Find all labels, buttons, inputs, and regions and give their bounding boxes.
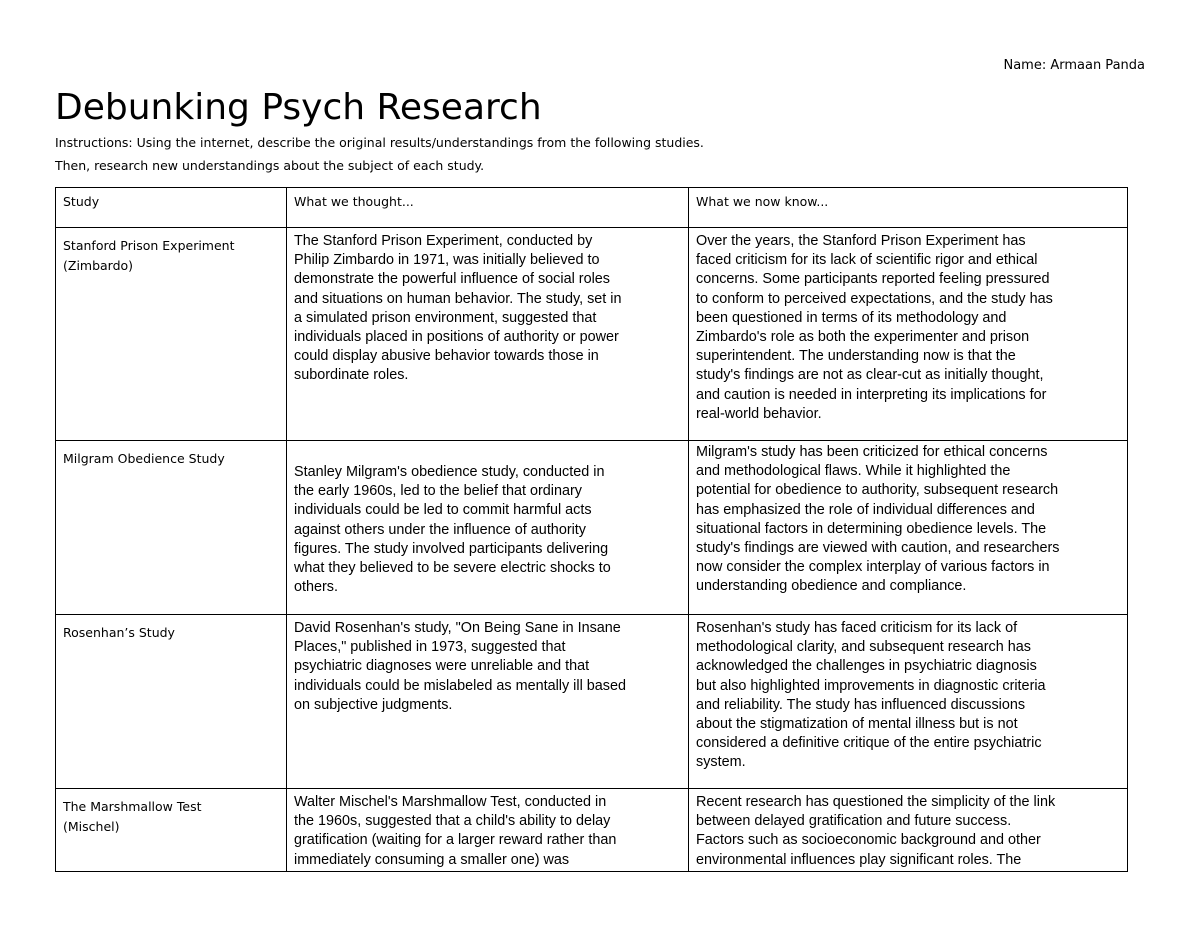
- table-row: [56, 615, 1128, 789]
- text-line: potential for obedience to authority, subsequent research: [696, 482, 1059, 499]
- table-row: [56, 441, 1128, 615]
- header-cell-now: [689, 188, 1128, 228]
- text-line: and reliability. The study has influenced discussions: [696, 696, 1026, 713]
- thought-text: [287, 789, 688, 870]
- text-line: considered a definitive critique of the entire psychiatric: [696, 735, 1042, 752]
- thought-cell: [287, 228, 689, 441]
- text-line: Zimbardo's role as both the experimenter and prison: [696, 329, 1030, 346]
- text-line: individuals placed in positions of authority or power: [294, 329, 619, 346]
- now-cell: [689, 441, 1128, 615]
- text-line: study's findings are viewed with caution, and researchers: [696, 540, 1060, 557]
- text-line: Walter Mischel's Marshmallow Test, conducted in: [294, 794, 607, 810]
- text-line: environmental influences play significant roles. The: [696, 851, 1022, 868]
- text-line: acknowledged the challenges in psychiatric diagnosis: [696, 658, 1037, 675]
- thought-cell: [287, 441, 689, 615]
- text-line: to conform to perceived expectations, and the study has: [696, 290, 1053, 307]
- text-line: study's findings are not as clear-cut as initially thought,: [696, 367, 1044, 384]
- text-line: the 1960s, suggested that a child's ability to delay: [294, 813, 611, 830]
- text-line: system.: [696, 754, 746, 771]
- study-cell: [56, 789, 287, 872]
- thought-cell: [287, 789, 689, 872]
- text-line: subordinate roles.: [294, 367, 409, 384]
- page-title: Debunking Psych Research: [55, 87, 542, 128]
- column-header-thought: What we thought...: [294, 194, 414, 209]
- text-line: Stanley Milgram's obedience study, conducted in: [294, 464, 605, 480]
- studies-table: [55, 187, 1128, 872]
- now-text: [689, 228, 1127, 424]
- text-line: concerns. Some participants reported feeling pressured: [696, 271, 1050, 288]
- column-header-study: Study: [63, 194, 100, 209]
- text-line: what they believed to be severe electric shocks to: [294, 560, 611, 577]
- text-line: about the stigmatization of mental illness but is not: [696, 716, 1018, 733]
- text-line: Rosenhan's study has faced criticism for its lack of: [696, 620, 1018, 636]
- study-name: [56, 615, 286, 643]
- text-line: a simulated prison environment, suggested that: [294, 309, 597, 326]
- study-name-line: Milgram Obedience Study: [63, 451, 225, 466]
- text-line: but also highlighted improvements in diagnostic criteria: [696, 677, 1046, 694]
- now-text: [689, 615, 1127, 773]
- text-line: methodological clarity, and subsequent research has: [696, 639, 1031, 656]
- text-line: Philip Zimbardo in 1971, was initially believed to: [294, 252, 600, 269]
- now-text: [689, 441, 1127, 597]
- text-line: figures. The study involved participants delivering: [294, 540, 609, 557]
- table-header-row: [56, 188, 1128, 228]
- thought-cell: [287, 615, 689, 789]
- text-line: Factors such as socioeconomic background and other: [696, 832, 1041, 849]
- study-name-line: Stanford Prison Experiment: [63, 238, 235, 253]
- study-cell: [56, 228, 287, 441]
- study-name: [56, 228, 286, 276]
- text-line: superintendent. The understanding now is that the: [696, 348, 1016, 365]
- thought-text: [287, 441, 688, 597]
- study-cell: [56, 441, 287, 615]
- text-line: individuals could be led to commit harmful acts: [294, 502, 592, 519]
- instructions-line-1: Instructions: Using the internet, describe the original results/understandings from the following studies.: [55, 135, 704, 150]
- study-name-line: The Marshmallow Test: [63, 799, 202, 814]
- text-line: Places," published in 1973, suggested that: [294, 639, 566, 656]
- study-cell: [56, 615, 287, 789]
- text-line: real-world behavior.: [696, 405, 822, 422]
- now-cell: [689, 789, 1128, 872]
- now-text: [689, 789, 1127, 870]
- text-line: faced criticism for its lack of scientific rigor and ethical: [696, 252, 1038, 269]
- header-cell-study: [56, 188, 287, 228]
- text-line: others.: [294, 579, 338, 596]
- text-line: on subjective judgments.: [294, 696, 453, 713]
- text-line: The Stanford Prison Experiment, conducted by: [294, 233, 593, 249]
- text-line: has emphasized the role of individual differences and: [696, 501, 1035, 518]
- text-line: demonstrate the powerful influence of social roles: [294, 271, 610, 288]
- text-line: now consider the complex interplay of various factors in: [696, 559, 1050, 576]
- text-line: situational factors in determining obedience levels. The: [696, 520, 1047, 537]
- text-line: could display abusive behavior towards those in: [294, 348, 599, 365]
- thought-text: [287, 615, 688, 715]
- text-line: gratification (waiting for a larger reward rather than: [294, 832, 617, 849]
- text-line: and situations on human behavior. The study, set in: [294, 290, 622, 307]
- study-name-line: Rosenhan’s Study: [63, 625, 175, 640]
- text-line: immediately consuming a smaller one) was: [294, 851, 570, 868]
- study-name: [56, 441, 286, 469]
- now-cell: [689, 228, 1128, 441]
- table-row: [56, 789, 1128, 872]
- text-line: psychiatric diagnoses were unreliable and that: [294, 658, 590, 675]
- text-line: David Rosenhan's study, "On Being Sane in Insane: [294, 620, 621, 636]
- text-line: and methodological flaws. While it highlighted the: [696, 463, 1011, 480]
- text-line: and caution is needed in interpreting its implications for: [696, 386, 1047, 403]
- student-name: Name: Armaan Panda: [1003, 58, 1145, 73]
- text-line: between delayed gratification and future success.: [696, 813, 1012, 830]
- table-row: [56, 228, 1128, 441]
- text-line: individuals could be mislabeled as mentally ill based: [294, 677, 626, 694]
- text-line: been questioned in terms of its methodology and: [696, 309, 1007, 326]
- text-line: Recent research has questioned the simplicity of the link: [696, 794, 1056, 810]
- text-line: against others under the influence of authority: [294, 521, 587, 538]
- text-line: the early 1960s, led to the belief that ordinary: [294, 483, 582, 500]
- text-line: Milgram's study has been criticized for ethical concerns: [696, 444, 1048, 460]
- text-line: understanding obedience and compliance.: [696, 578, 967, 595]
- study-name: [56, 789, 286, 837]
- instructions-line-2: Then, research new understandings about the subject of each study.: [55, 158, 485, 173]
- text-line: Over the years, the Stanford Prison Experiment has: [696, 233, 1026, 249]
- study-name-line: (Zimbardo): [63, 258, 134, 273]
- now-cell: [689, 615, 1128, 789]
- header-cell-thought: [287, 188, 689, 228]
- study-name-line: (Mischel): [63, 819, 120, 834]
- column-header-now: What we now know...: [696, 194, 829, 209]
- thought-text: [287, 228, 688, 386]
